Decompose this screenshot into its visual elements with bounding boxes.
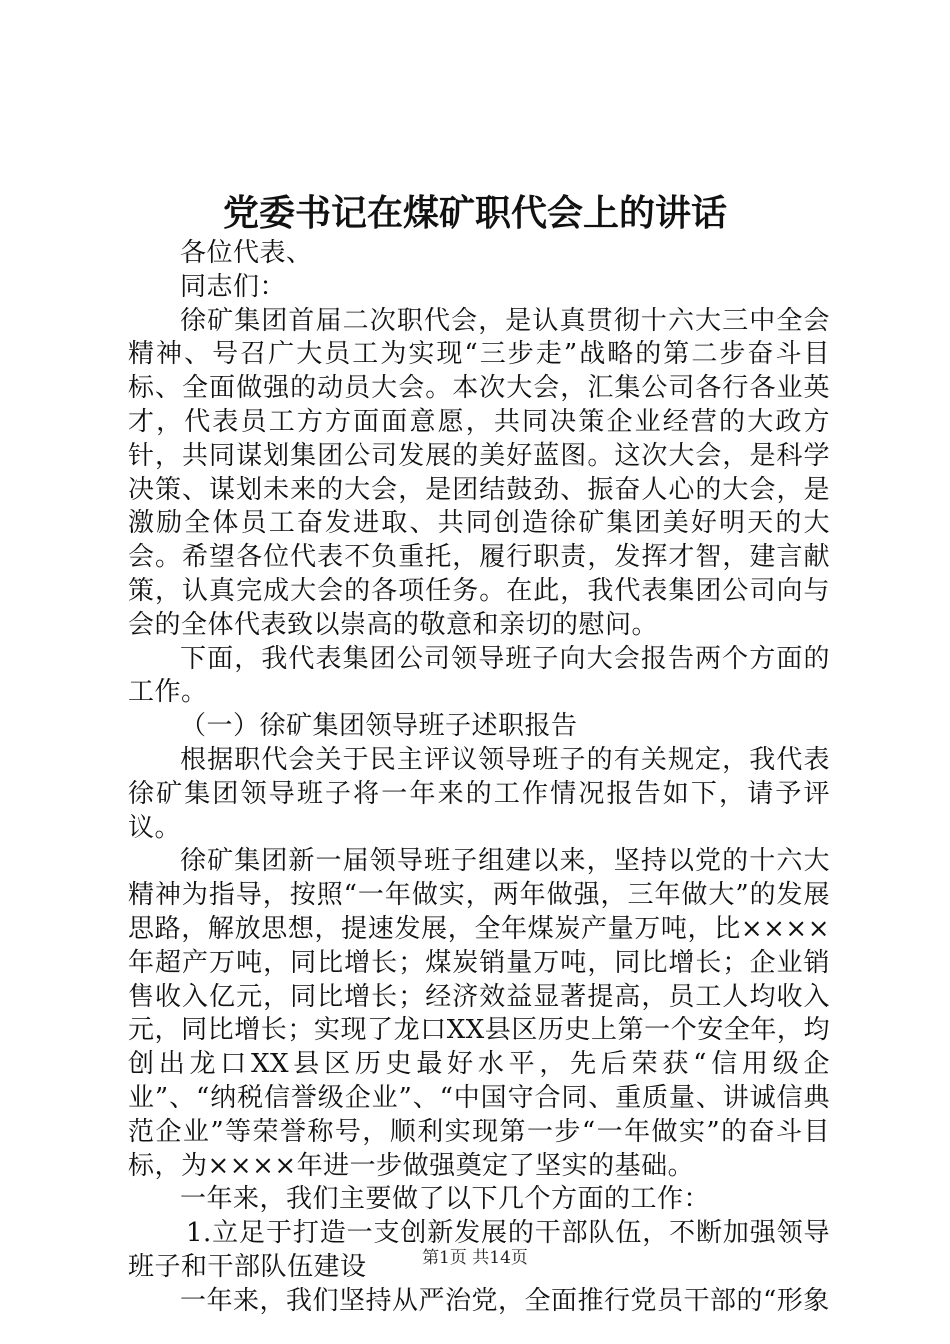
section-heading: （一）徐矿集团领导班子述职报告 (180, 711, 578, 742)
body-paragraph: 下面，我代表集团公司领导班子向大会报告两个方面的工作。 (128, 643, 830, 708)
body-paragraph: 一年来，我们主要做了以下几个方面的工作： (180, 1184, 711, 1215)
body-paragraph: 徐矿集团新一届领导班子组建以来，坚持以党的十六大精神为指导，按照“一年做实，两年做强，三年做大”的发展思路，解放思想，提速发展，全年煤炭产量万吨，比××××年超产万吨，同比增长；煤炭销量万吨，同比增长；企业销售收入亿元，同比增长；经济效益显著提高，员工人均收入元，同比增长；实现了龙口XX县区历史上第一个安全年，均创出龙口XX县区历史最好水平，先后荣获“信用级企业”、“纳税信誉级企业”、“中国守合同、重质量、讲诚信典范企业”等荣誉称号，顺利实现第一步“一年做实”的奋斗目标，为××××年进一步做强奠定了坚实的基础。 (128, 846, 830, 1181)
body-paragraph: 根据职代会关于民主评议领导班子的有关规定，我代表徐矿集团领导班子将一年来的工作情况报告如下，请予评议。 (128, 744, 830, 843)
document-title: 党委书记在煤矿职代会上的讲话 (222, 192, 727, 234)
document-body (128, 237, 830, 1319)
page-number-footer: 第1页 共14页 (422, 1248, 528, 1268)
body-paragraph: 一年来，我们坚持从严治党，全面推行党员干部的“形象 (180, 1285, 830, 1316)
salutation-line: 各位代表、 (180, 238, 313, 268)
subsection-heading: 1.立足于打造一支创新发展的干部队伍，不断加强领导班子和干部队伍建设 (128, 1218, 830, 1282)
salutation-line: 同志们： (180, 271, 287, 302)
body-paragraph: 徐矿集团首届二次职代会，是认真贯彻十六大三中全会精神、号召广大员工为实现“三步走”战略的第二步奋斗目标、全面做强的动员大会。本次大会，汇集公司各行各业英才，代表员工方方面面意愿，共同决策企业经营的大政方针，共同谋划集团公司发展的美好蓝图。这次大会，是科学决策、谋划未来的大会，是团结鼓劲、振奋人心的大会，是激励全体员工奋发进取、共同创造徐矿集团美好明天的大会。希望各位代表不负重托，履行职责，发挥才智，建言献策，认真完成大会的各项任务。在此，我代表集团公司向与会的全体代表致以崇高的敬意和亲切的慰问。 (128, 305, 830, 640)
